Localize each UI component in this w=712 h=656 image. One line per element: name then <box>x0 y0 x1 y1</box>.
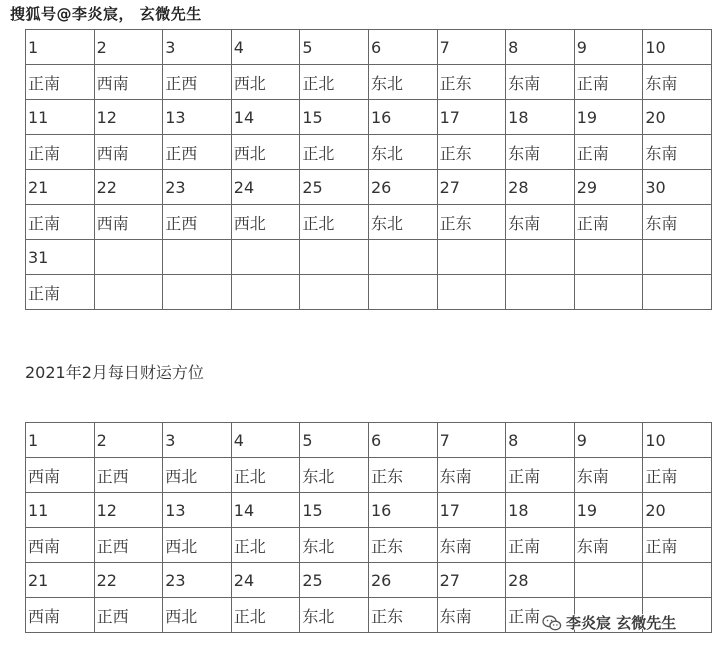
day-cell: 3 <box>163 423 232 458</box>
day-cell: 13 <box>163 100 232 135</box>
direction-cell <box>437 275 506 310</box>
day-cell: 22 <box>94 170 163 205</box>
day-cell: 5 <box>300 423 369 458</box>
direction-cell: 正东 <box>368 598 437 633</box>
direction-cell: 东北 <box>300 528 369 563</box>
day-cell: 15 <box>300 493 369 528</box>
direction-cell: 东南 <box>506 135 575 170</box>
day-cell: 15 <box>300 100 369 135</box>
wechat-icon <box>542 614 562 632</box>
table-row <box>26 458 712 493</box>
table-row <box>26 528 712 563</box>
direction-cell: 正西 <box>94 598 163 633</box>
day-cell: 21 <box>26 170 95 205</box>
day-cell <box>94 240 163 275</box>
day-cell: 27 <box>437 563 506 598</box>
direction-cell <box>643 275 712 310</box>
day-cell: 11 <box>26 493 95 528</box>
direction-cell: 正南 <box>26 205 95 240</box>
day-cell: 14 <box>231 493 300 528</box>
direction-cell: 正北 <box>300 65 369 100</box>
day-cell <box>574 240 643 275</box>
direction-cell: 西南 <box>94 65 163 100</box>
direction-cell: 东北 <box>368 205 437 240</box>
table-row <box>26 275 712 310</box>
day-cell: 10 <box>643 30 712 65</box>
direction-cell: 正南 <box>574 205 643 240</box>
table-row <box>26 65 712 100</box>
direction-cell: 西北 <box>163 598 232 633</box>
direction-cell: 正北 <box>231 458 300 493</box>
direction-cell: 西北 <box>231 205 300 240</box>
day-cell: 14 <box>231 100 300 135</box>
table-row <box>26 30 712 65</box>
direction-cell <box>368 275 437 310</box>
direction-cell: 正东 <box>368 458 437 493</box>
day-cell: 23 <box>163 563 232 598</box>
direction-cell: 东南 <box>437 458 506 493</box>
day-cell: 22 <box>94 563 163 598</box>
day-cell: 16 <box>368 100 437 135</box>
direction-cell: 东南 <box>437 528 506 563</box>
direction-cell: 正南 <box>506 598 575 633</box>
table-row <box>26 423 712 458</box>
direction-cell: 东南 <box>506 65 575 100</box>
day-cell: 6 <box>368 423 437 458</box>
day-cell <box>643 240 712 275</box>
direction-cell: 正北 <box>300 135 369 170</box>
direction-cell <box>506 275 575 310</box>
day-cell: 4 <box>231 423 300 458</box>
day-cell: 6 <box>368 30 437 65</box>
day-cell: 11 <box>26 100 95 135</box>
day-cell: 24 <box>231 563 300 598</box>
day-cell: 20 <box>643 493 712 528</box>
direction-cell: 东南 <box>643 135 712 170</box>
day-cell: 5 <box>300 30 369 65</box>
day-cell <box>231 240 300 275</box>
day-cell: 9 <box>574 423 643 458</box>
direction-cell: 东南 <box>643 205 712 240</box>
watermark-top: 搜狐号@李炎宸， 玄微先生 <box>10 5 202 23</box>
day-cell: 13 <box>163 493 232 528</box>
day-cell <box>163 240 232 275</box>
direction-cell: 正南 <box>26 275 95 310</box>
day-cell: 2 <box>94 30 163 65</box>
day-cell: 12 <box>94 493 163 528</box>
day-cell: 30 <box>643 170 712 205</box>
direction-cell: 东南 <box>506 205 575 240</box>
day-cell: 19 <box>574 493 643 528</box>
day-cell: 27 <box>437 170 506 205</box>
day-cell: 17 <box>437 100 506 135</box>
january-direction-table <box>25 29 712 310</box>
day-cell <box>506 240 575 275</box>
table-row <box>26 135 712 170</box>
direction-cell: 东南 <box>574 458 643 493</box>
february-direction-table <box>25 422 712 633</box>
day-cell: 10 <box>643 423 712 458</box>
direction-cell: 正东 <box>437 205 506 240</box>
direction-cell <box>300 275 369 310</box>
watermark-bottom-text: 李炎宸 玄微先生 <box>566 614 677 632</box>
direction-cell <box>231 275 300 310</box>
watermark-bottom <box>542 612 676 633</box>
table-row <box>26 100 712 135</box>
direction-cell: 西南 <box>26 598 95 633</box>
day-cell: 19 <box>574 100 643 135</box>
february-heading: 2021年2月每日财运方位 <box>25 363 204 382</box>
direction-cell: 正西 <box>163 205 232 240</box>
direction-cell: 正南 <box>26 65 95 100</box>
day-cell <box>437 240 506 275</box>
day-cell: 7 <box>437 423 506 458</box>
direction-cell: 正西 <box>163 65 232 100</box>
direction-cell: 西北 <box>231 65 300 100</box>
day-cell: 23 <box>163 170 232 205</box>
day-cell: 8 <box>506 423 575 458</box>
direction-cell: 正南 <box>574 65 643 100</box>
table-row <box>26 205 712 240</box>
day-cell: 7 <box>437 30 506 65</box>
day-cell: 18 <box>506 493 575 528</box>
table-row <box>26 493 712 528</box>
day-cell <box>368 240 437 275</box>
direction-cell: 西南 <box>26 458 95 493</box>
direction-cell: 正东 <box>368 528 437 563</box>
direction-cell: 正西 <box>94 528 163 563</box>
day-cell: 2 <box>94 423 163 458</box>
direction-cell <box>574 275 643 310</box>
direction-cell: 正东 <box>437 65 506 100</box>
day-cell <box>574 563 643 598</box>
direction-cell: 正南 <box>574 135 643 170</box>
day-cell: 17 <box>437 493 506 528</box>
day-cell <box>300 240 369 275</box>
direction-cell: 正西 <box>94 458 163 493</box>
direction-cell: 西北 <box>231 135 300 170</box>
day-cell: 8 <box>506 30 575 65</box>
day-cell: 16 <box>368 493 437 528</box>
direction-cell: 正南 <box>506 528 575 563</box>
direction-cell: 西南 <box>94 205 163 240</box>
day-cell: 25 <box>300 170 369 205</box>
day-cell: 3 <box>163 30 232 65</box>
direction-cell: 西南 <box>26 528 95 563</box>
direction-cell: 东北 <box>300 598 369 633</box>
direction-cell: 正南 <box>506 458 575 493</box>
direction-cell: 正南 <box>26 135 95 170</box>
direction-cell <box>94 275 163 310</box>
day-cell: 20 <box>643 100 712 135</box>
direction-cell: 东南 <box>574 528 643 563</box>
direction-cell: 正北 <box>231 598 300 633</box>
day-cell: 28 <box>506 170 575 205</box>
day-cell: 12 <box>94 100 163 135</box>
table-row <box>26 170 712 205</box>
direction-cell: 正北 <box>231 528 300 563</box>
table-row <box>26 240 712 275</box>
day-cell: 18 <box>506 100 575 135</box>
direction-cell: 正西 <box>163 135 232 170</box>
day-cell: 26 <box>368 170 437 205</box>
day-cell: 25 <box>300 563 369 598</box>
day-cell: 9 <box>574 30 643 65</box>
day-cell: 29 <box>574 170 643 205</box>
day-cell: 4 <box>231 30 300 65</box>
direction-cell: 东北 <box>368 65 437 100</box>
direction-cell: 东北 <box>368 135 437 170</box>
direction-cell: 正南 <box>643 528 712 563</box>
day-cell: 21 <box>26 563 95 598</box>
day-cell <box>643 563 712 598</box>
day-cell: 1 <box>26 30 95 65</box>
direction-cell: 东北 <box>300 458 369 493</box>
day-cell: 1 <box>26 423 95 458</box>
direction-cell: 正东 <box>437 135 506 170</box>
day-cell: 28 <box>506 563 575 598</box>
direction-cell: 西北 <box>163 458 232 493</box>
direction-cell: 正南 <box>643 458 712 493</box>
day-cell: 31 <box>26 240 95 275</box>
direction-cell: 西南 <box>94 135 163 170</box>
direction-cell <box>163 275 232 310</box>
direction-cell: 西北 <box>163 528 232 563</box>
direction-cell: 东南 <box>437 598 506 633</box>
direction-cell: 正北 <box>300 205 369 240</box>
day-cell: 26 <box>368 563 437 598</box>
direction-cell: 东南 <box>643 65 712 100</box>
day-cell: 24 <box>231 170 300 205</box>
table-row <box>26 563 712 598</box>
